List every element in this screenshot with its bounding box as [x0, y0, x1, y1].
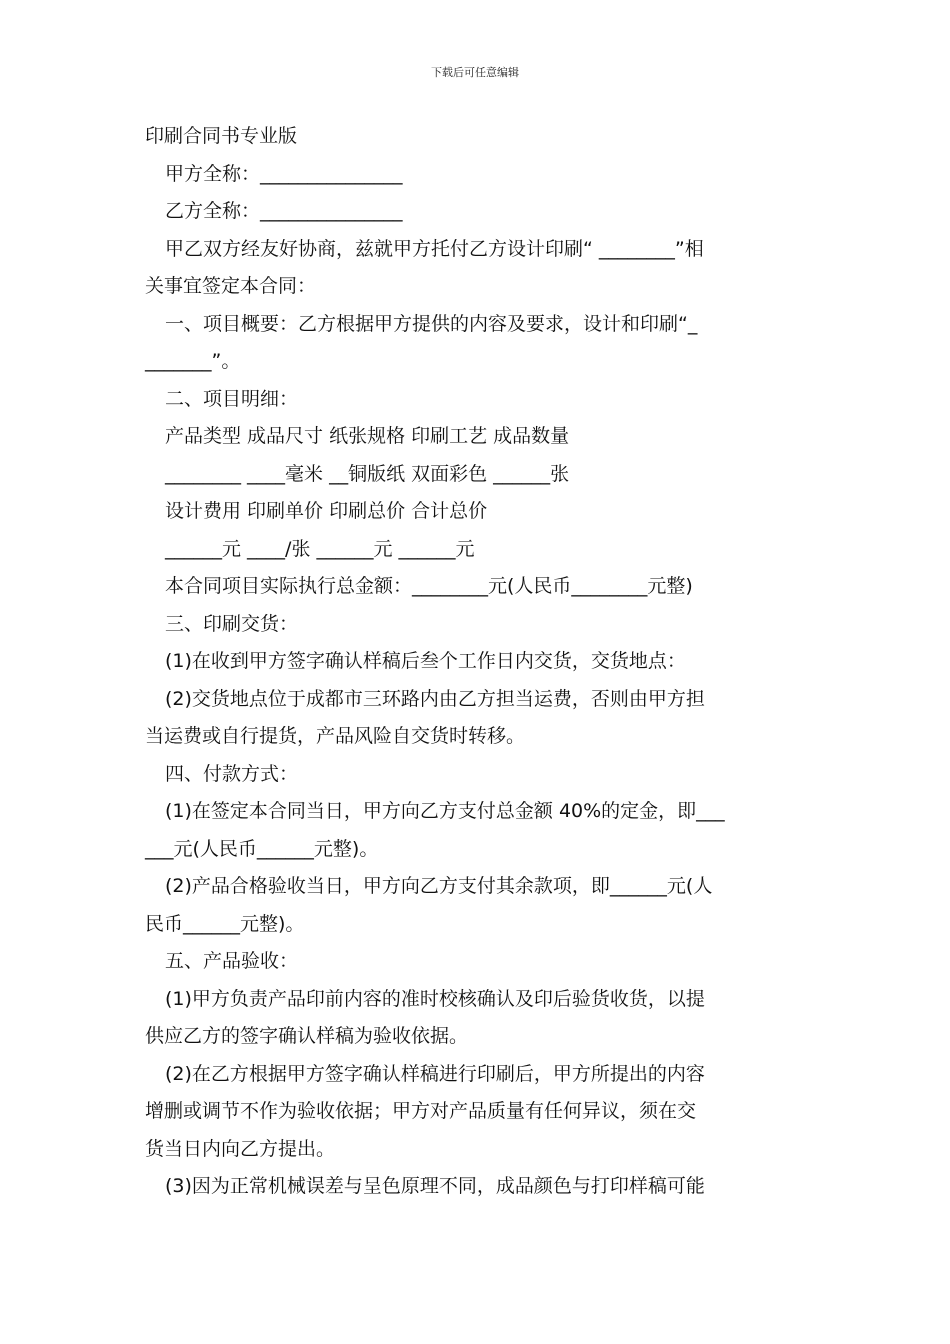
party-a-name-line: 甲方全称：_______________ [165, 162, 403, 185]
item-table-row-1: ________ ____毫米 __铜版纸 双面彩色 ______张 [165, 462, 570, 485]
total-amount-line: 本合同项目实际执行总金额：________元(人民币________元整) [165, 575, 693, 597]
section-3-heading: 三、印刷交货： [165, 612, 299, 635]
document-title: 印刷合同书专业版 [145, 125, 298, 147]
acceptance-clause-3-line-1: (3)因为正常机械误差与呈色原理不同，成品颜色与打印样稿可能 [165, 1175, 705, 1197]
item-table-header-1: 产品类型 成品尺寸 纸张规格 印刷工艺 成品数量 [165, 425, 570, 447]
section-1-overview-line-1: 一、项目概要：乙方根据甲方提供的内容及要求，设计和印刷“_ [165, 312, 698, 335]
section-1-overview-line-2: _______”。 [145, 350, 241, 372]
acceptance-clause-1-line-1: (1)甲方负责产品印前内容的准时校核确认及印后验货收货，以提 [165, 987, 705, 1010]
section-5-heading: 五、产品验收： [165, 950, 299, 972]
payment-clause-1-line-1: (1)在签定本合同当日，甲方向乙方支付总金额 40%的定金，即___ [165, 800, 725, 822]
acceptance-clause-2-line-1: (2)在乙方根据甲方签字确认样稿进行印刷后，甲方所提出的内容 [165, 1062, 705, 1085]
intro-paragraph-line-2: 关事宜签定本合同： [145, 275, 317, 297]
section-2-heading: 二、项目明细： [165, 387, 299, 410]
payment-clause-2-line-2: 民币______元整)。 [145, 912, 305, 935]
party-b-name-line: 乙方全称：_______________ [165, 200, 403, 222]
payment-clause-1-line-2: ___元(人民币______元整)。 [145, 837, 379, 860]
section-4-heading: 四、付款方式： [165, 762, 299, 785]
page-header-note: 下载后可任意编辑 [431, 66, 519, 79]
delivery-clause-2-line-1: (2)交货地点位于成都市三环路内由乙方担当运费，否则由甲方担 [165, 687, 705, 710]
delivery-clause-2-line-2: 当运费或自行提货，产品风险自交货时转移。 [145, 725, 526, 747]
acceptance-clause-1-line-2: 供应乙方的签字确认样稿为验收依据。 [145, 1025, 469, 1047]
delivery-clause-1: (1)在收到甲方签字确认样稿后叁个工作日内交货，交货地点： [165, 650, 686, 672]
item-table-header-2: 设计费用 印刷单价 印刷总价 合计总价 [165, 500, 488, 522]
payment-clause-2-line-1: (2)产品合格验收当日，甲方向乙方支付其余款项，即______元(人 [165, 875, 713, 897]
acceptance-clause-2-line-2: 增删或调节不作为验收依据；甲方对产品质量有任何异议，须在交 [145, 1100, 697, 1122]
acceptance-clause-2-line-3: 货当日内向乙方提出。 [145, 1137, 336, 1160]
intro-paragraph-line-1: 甲乙双方经友好协商，兹就甲方托付乙方设计印刷“ ________”相 [165, 237, 704, 260]
item-table-row-2: ______元 ____/张 ______元 ______元 [165, 537, 475, 560]
document-body [145, 118, 810, 1206]
